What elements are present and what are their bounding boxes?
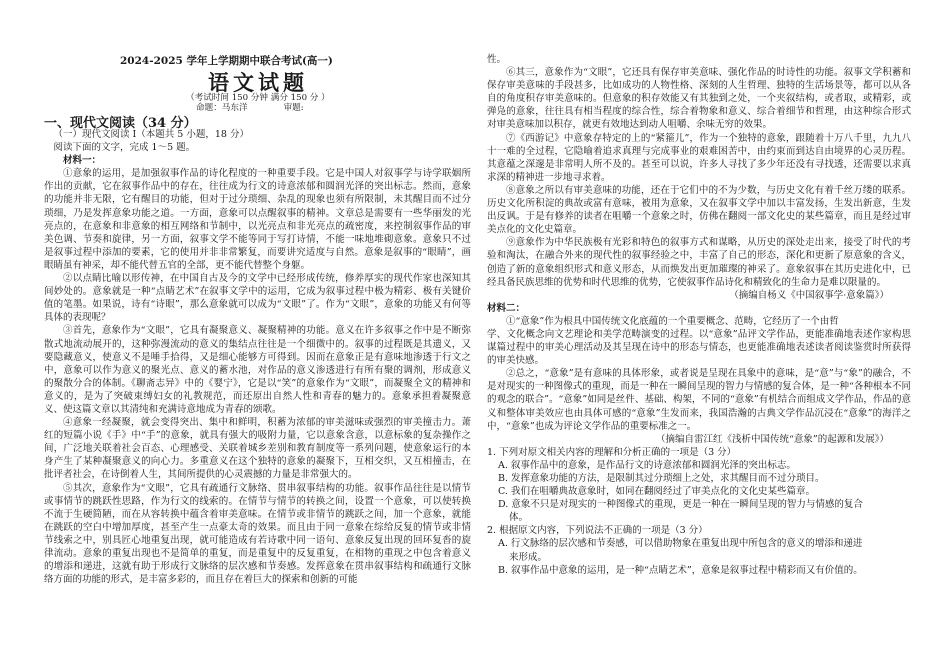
- paragraph: ⑨意象作为中华民族极有光彩和特色的叙事方式和谋略，从历史的深处走出来，接受了时代的考验和淘汰，在融合外来的现代性的叙事经验之中，丰富了自己的形态，深化和更新了原意象的含义，创造了新的意象组织形式和意义形态，从而焕发出更加璀璨的神采了。意象叙事在其历史进化中，已经具备民族思维的优势和时代思维的优势，它使叙事作品诗化和精致化的生命力是难以限量的。: [487, 237, 911, 288]
- source-citation: （摘编自杨义《中国叙事学·意象篇》）: [729, 289, 889, 301]
- paragraph: ⑧意象之所以有审美意味的功能，还在于它们中的不为少数，与历史文化有着千丝万缕的联系。历史文化所积淀的典故或富有意味，被用为意象，又在叙事文学中加以丰富发扬，生发出新意，生发出反讽。于是有修养的读者在咀嚼一个意象之时，仿佛在翻阅一部文化史的某些篇章，而且是经过审美点化的文化史篇章。: [487, 184, 911, 236]
- exam-meta: （考试时间 150 分钟 满分 150 分 ）: [186, 93, 330, 103]
- question-stem: 2. 根据原文内容，下列说法不正确的一项是（3 分）: [487, 525, 708, 537]
- paragraph: ⑥其三，意象作为“文眼”，它还具有保存审美意味、强化作品的时诗性的功能。叙事文学积蓄和保存审美意味的手段甚多，比如成功的人物性格、深刻的人生哲理、独特的生活场景等，都可以从各自的角度积存审美意味的。但意象的积存效能又有其独到之处，一个夹叙结构，或者取，或精彩，或弹凫的意象，往往具有相当程度的综合性，综合着物象和意义、综合着细节和哲理，由这种综合形式对审美意味加以积存，就更有效地达到动人咀嚼、余味无穷的效果。: [487, 67, 911, 131]
- option-d-continuation: 体。: [509, 512, 529, 524]
- paragraph: ①“意象”作为根具中国传统文化底蕴的一个重要概念、范畴，它经历了一个由哲: [506, 315, 839, 327]
- paragraph: ③首先，意象作为“文眼”，它具有凝聚意义、凝聚精神的功能。意义在许多叙事之作中是不断弥散式地流动展开的，这种弥漫流动的意义的集结点往往是一个细微中的。叙事的过程既是其遗义，又要隐藏意义，使意义不是唾手拾得，又是细心能够方可得到。因而在意象正是有意味地渗透于行文之中，意象可以作为意义的聚光点、意义的蓄水池，对作品的意义渗透进行有所有聚的调剂，形成意义的聚散分合的体制。《聊斋志异》中的《婴宁》，它是以“笑”的意象作为“文眼”，而凝聚全文的精神和意义的，是为了突破束缚妇女的礼教规范，而还原出自然人性和青春的魅力的。意象承担着凝聚意义、使这篇文章以其清纯和充满诗意地成为青春的颂歌。: [44, 325, 471, 415]
- reviewer-label: 审题:: [283, 103, 304, 113]
- paragraph: ①意象的运用，是加强叙事作品的诗化程度的一种重要手段。它是中国人对叙事学与诗学联姻所作出的贡献，它在叙事作品中的存在，往往成为行文的诗意浓郁和圆润光泽的突出标志。然而，意象的功能并非无限，它有醒目的功能，但对于过分琐细、杂乱的现象也须有所限制，未其醒目而不过分琐细，乃是发挥意象功能之道。一方面，意象可以点醒叙事的精神。文章总是需要有一些华丽发的光亮点的，在意象和非意象的相互网络和节制中，以光亮点和非光亮点的疏密度，来控制叙事作品的审美色调、节奏和旋律，另一方面，叙事文学不能等同于写打诗情，不能一味地堆砌意象。意象只不过是叙事过程中添加的要素，它的使用并非非常繁复，而要讲究适度与自然。意象是叙事的“眼睛”，画眼睛虽有神采，却不能代替五官的全部，更不能代替整个身躯。: [44, 168, 471, 271]
- question-stem: 1. 下列对原文相关内容的理解和分析正确的一项是（3 分）: [487, 446, 737, 458]
- paragraph: 性。: [487, 54, 507, 65]
- option-b: B. 叙事作品中意象的运用，是一种“点睛艺术”，意象是叙事过程中精彩而又有价值的。: [498, 564, 863, 576]
- paragraph: ②总之，“意象”是有意味的具体形象，或者说是呈现在具象中的意味，是“意”与“象”的融合，不是对现实的一种图像式的重现，而是一种在一瞬间呈现的智力与情感的复合体，是一种“各种根本不同的观念的联合”。“意象”如同是丝件、基础、构架，不同的“意象”有机结合而组成文学作品，作品的意义和整体审美效应也由具体可感的“意象”生发而来，我国浩瀚的古典文学作品沉浸在“意象”的海洋之中，“意象”也成为评论文学作品的重要标准之一。: [487, 368, 911, 432]
- material1-label: 材料一：: [63, 155, 102, 167]
- option-a-continuation: 来形成。: [509, 551, 548, 563]
- right-column: [487, 53, 911, 577]
- source-citation: （摘编自雷江红《浅析中国传统“意象”的起源和发展》）: [656, 433, 889, 445]
- option-a: A. 行文脉络的层次感和节奏感，可以借助物象在重复出现中所包含的意义的增添和递进: [498, 538, 863, 550]
- paragraph: ②以点睛比喻以形传神，在中国自古及今的文学中已经形成传统，修养厚实的现代作家也深知其间妙处的。意象就是一种“点睛艺术”在叙事文学中的运用，它成为叙事过程中极为精彩、极有关键价值的笔墨。如果说，诗有“诗眼”，那么意象就可以成为“文眼”了。作为“文眼”，意象的功能又有何等具体的表现呢？: [44, 273, 471, 324]
- paragraph: ⑦《西游记》中意象存特定的上的“紧箍儿”，作为一个独特的意象，跟随着十万八千里，九九八十一难的全过程，它隐喻着追求真理与完成事业的艰难困苦中，由约束而到达自由境界的心灵历程。其意蕴之深邃是非常明人所不及的。甚至可以说，许多人寻找了多少年还没有寻找透，还需要以求真求深的精神进一步地寻求着。: [487, 132, 911, 183]
- option-d: D. 意象不只是对现实的一种图像式的重现，更是一种在一瞬间呈现的智力与情感的复合: [498, 499, 863, 511]
- section-heading: 一、现代文阅读（34 分）: [44, 116, 197, 131]
- exam-line: 2024-2025 学年上学期期中联合考试(高一): [120, 55, 333, 67]
- page-title: 语文试题: [208, 70, 308, 95]
- option-b: B. 发挥意象功能的方法，是限制其过分琐细上之处，求其醒目而不过分琐目。: [498, 473, 825, 484]
- paragraph: ④意象一经凝聚，就会变得突出、集中和鲜明，积蓄为浓郁的审美滋味或强烈的审美撞击力。萧红的短篇小说《手》中“手”的意象，就具有强大的吸附力量，它以意象含意，以意标象的复杂操作之间，广泛地关联着社会百态、心理感受、关联着城乡差别和教育制度等一系列问题，使意象运行的本身产生了某种凝聚意义的向心力。多重意义在这个独特的意象的凝聚下，互相交织，又互相撞击，在批评者社会，在诗倒着人生，其间所提供的心灵震撼的力量是非常强大的。: [44, 417, 471, 481]
- material2-label: 材料二：: [487, 302, 526, 314]
- option-a: A. 叙事作品中的意象，是作品行文的诗意浓郁和圆润光泽的突出标志。: [498, 459, 796, 471]
- paragraph: 学、文化概念向文艺理论和美学范畴演变的过程。以“意象”品评文学作品，更能准确地表述作家构思谋篇过程中的审美心理活动及其呈现在诗中的形态与情态，也更能准确地表述读者阅读鉴赏时所获得的审美快感。: [487, 328, 911, 367]
- option-c: C. 我们在咀嚼典故意象时，如同在翻阅经过了审美点化的文化史某些篇章。: [498, 486, 815, 498]
- instruction: 阅读下面的文字，完成 1～5 题。: [53, 142, 196, 154]
- author-line: [196, 101, 304, 113]
- paragraph: ⑤其次，意象作为“文眼”，它具有疏通行文脉络、贯串叙事结构的功能。叙事作品往往是以情节或事情节的跳跃性思路，作为行文的线索的。在情节与情节的转换之间，设置一个意象，可以使转换不流于生硬简陋，而在从容转换中蕴含着审美意味。在情节或非情节的跳跃之间，加一个意象，就能在跳跃的空白中增加厚度，甚至产生一点豪太奇的效果。而且由于同一意象在综给反复的情节或非情节线索之中，别具匠心地重复出现，就可能造成有若诗歌中同一语句、意象反复出现的回环复沓的旋律流动。意象的重复出现也不是简单的重复，而是重复中的反复重复，在相物的重现之中包含着意义的增添和递进，这就有助于形成行文脉络的层次感和节奏感。发挥意象在贯串叙事结构和疏通行文脉络方面的功能的形式，是丰富多彩的，而且存在着巨大的探索和创新的可能: [44, 482, 471, 586]
- author-label: 命题：马东洋: [196, 103, 248, 113]
- sub-heading: （一）现代文阅读 Ⅰ（本题共 5 小题，18 分）: [53, 129, 249, 140]
- left-column: [44, 128, 471, 586]
